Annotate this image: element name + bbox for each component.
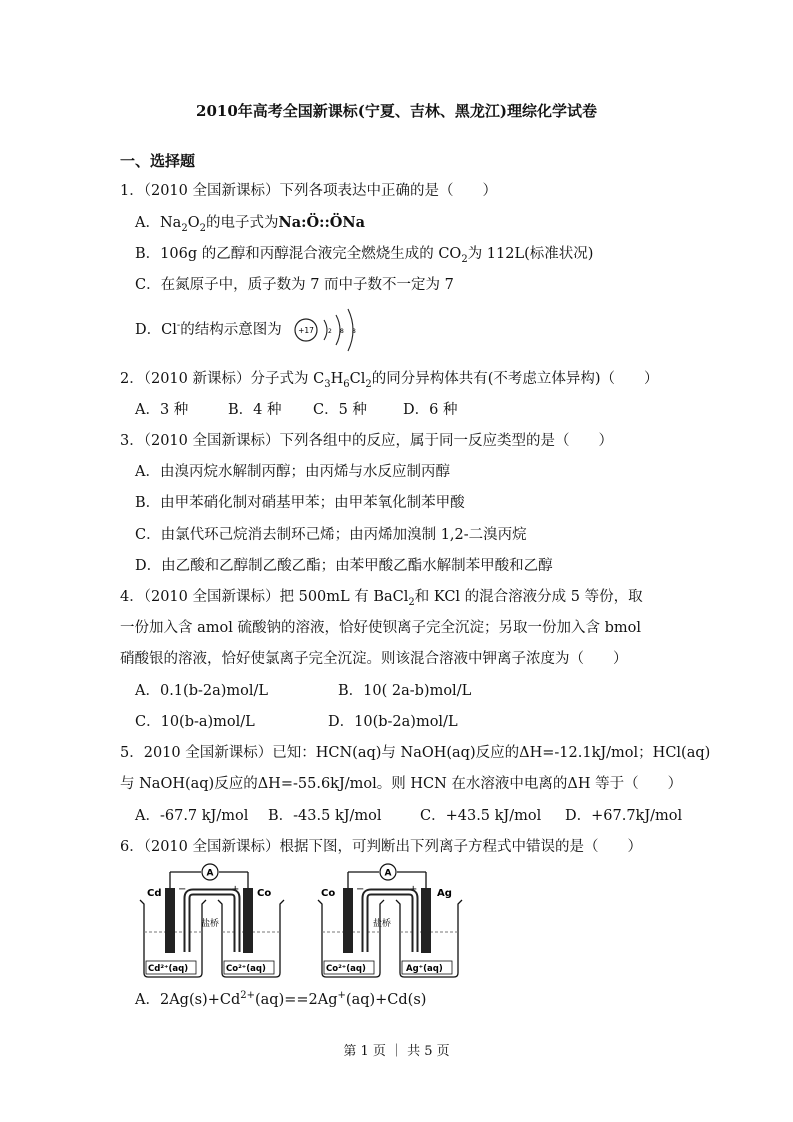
q4-option-b: B．10( 2a-b)mol/L [338, 683, 472, 699]
q2-option-a: A．3 种 [135, 402, 189, 418]
right-electrode-label: Ag [437, 888, 452, 899]
q5-option-b: B．-43.5 kJ/mol [268, 808, 382, 824]
q1-option-c: C．在氮原子中，质子数为 7 而中子数不一定为 7 [135, 277, 454, 293]
shell-count-3: 8 [352, 328, 356, 335]
co-electrode [343, 888, 353, 953]
q3-stem: 3．（2010 全国新课标）下列各组中的反应，属于同一反应类型的是（ ） [120, 433, 613, 449]
q4-option-c: C．10(b-a)mol/L [135, 714, 255, 730]
page-footer: 第 1 页 ｜ 共 5 页 [343, 1044, 450, 1059]
negative-sign: − [178, 884, 187, 895]
right-solution-label: Co²⁺(aq) [226, 964, 266, 974]
co-electrode [243, 888, 253, 953]
galvanic-cell-cd-co [135, 860, 295, 985]
q5-option-d: D．+67.7kJ/mol [565, 808, 683, 824]
nucleus-charge: +17 [298, 326, 314, 335]
ag-electrode [421, 888, 431, 953]
q5-option-c: C．+43.5 kJ/mol [420, 808, 542, 824]
section-heading: 一、选择题 [120, 152, 196, 170]
q2-option-c: C．5 种 [313, 402, 367, 418]
q2-option-b: B．4 种 [228, 402, 282, 418]
left-solution-label: Co²⁺(aq) [326, 964, 366, 974]
q6-stem: 6．（2010 全国新课标）根据下图，可判断出下列离子方程式中错误的是（ ） [120, 839, 642, 855]
positive-sign: + [409, 884, 418, 895]
left-electrode-label: Cd [147, 888, 162, 899]
shell-count-2: 8 [340, 328, 344, 335]
q3-option-d: D．由乙酸和乙醇制乙酸乙酯；由苯甲酸乙酯水解制苯甲酸和乙醇 [135, 558, 553, 574]
electron-shell-1 [324, 320, 327, 340]
salt-bridge-label: 盐桥 [201, 919, 220, 929]
q4-line-2: 一份加入含 amol 硫酸钠的溶液，恰好使钡离子完全沉淀；另取一份加入含 bmol [120, 620, 641, 636]
q1-option-d: D．Cl-的结构示意图为 [135, 320, 282, 338]
q5-line-1: 5．2010 全国新课标）已知：HCN(aq)与 NaOH(aq)反应的ΔH=-12.1kJ/mol；HCl(aq) [120, 745, 711, 761]
q3-option-b: B．由甲苯硝化制对硝基甲苯；由甲苯氧化制苯甲酸 [135, 495, 465, 511]
galvanic-cell-co-ag [313, 860, 473, 985]
right-solution-label: Ag⁺(aq) [406, 964, 443, 974]
salt-bridge-label: 盐桥 [373, 919, 392, 929]
q1-option-b: B．106g 的乙醇和丙醇混合液完全燃烧生成的 $CO_2$为 112L(标准状况) [135, 246, 594, 265]
q1-stem: 1．（2010 全国新课标）下列各项表达中正确的是（ ） [120, 183, 497, 199]
q3-option-a: A．由溴丙烷水解制丙醇；由丙烯与水反应制丙醇 [135, 464, 450, 480]
q5-line-2: 与 NaOH(aq)反应的ΔH=-55.6kJ/mol。则 HCN 在水溶液中电离的ΔH 等于（ ） [120, 776, 683, 792]
q1-option-a: A．$Na_2O_2$的电子式为Na:Ö::ÖNa [135, 214, 366, 234]
shell-count-1: 2 [328, 328, 332, 335]
q6-option-a: A．$2Ag(s)+Cd^{2+}(aq)==2Ag^+(aq)+Cd(s)$ [135, 990, 427, 1008]
q2-option-d: D．6 种 [403, 402, 458, 418]
q5-option-a: A．-67.7 kJ/mol [135, 808, 249, 824]
cd-electrode [165, 888, 175, 953]
svg-text:A: A [384, 868, 392, 879]
q4-option-a: A．0.1(b-2a)mol/L [135, 683, 269, 699]
positive-sign: + [231, 884, 240, 895]
right-electrode-label: Co [257, 888, 272, 899]
q4-option-d: D．10(b-2a)mol/L [328, 714, 458, 730]
left-electrode-label: Co [321, 888, 336, 899]
q4-line-3: 硝酸银的溶液，恰好使氯离子完全沉淀。则该混合溶液中钾离子浓度为（ ） [120, 651, 628, 667]
negative-sign: − [356, 884, 365, 895]
chlorine-ion-structure-diagram [292, 305, 364, 355]
q1-electron-formula: Na:Ö::ÖNa [278, 214, 366, 231]
q2-stem: 2．（2010 新课标）分子式为 $C_3H_6Cl_2$的同分异构体共有(不考虑立体异构)（ ） [120, 371, 659, 390]
q3-option-c: C．由氯代环己烷消去制环己烯；由丙烯加溴制 1,2-二溴丙烷 [135, 527, 527, 543]
q4-line-1: 4．（2010 全国新课标）把 500mL 有 BaCl$_2$和 KCl 的混合溶液分成 5 等份，取 [120, 589, 643, 608]
left-solution-label: Cd²⁺(aq) [148, 964, 189, 974]
page-title: 2010年高考全国新课标(宁夏、吉林、黑龙江)理综化学试卷 [196, 102, 597, 120]
svg-text:A: A [206, 868, 214, 879]
